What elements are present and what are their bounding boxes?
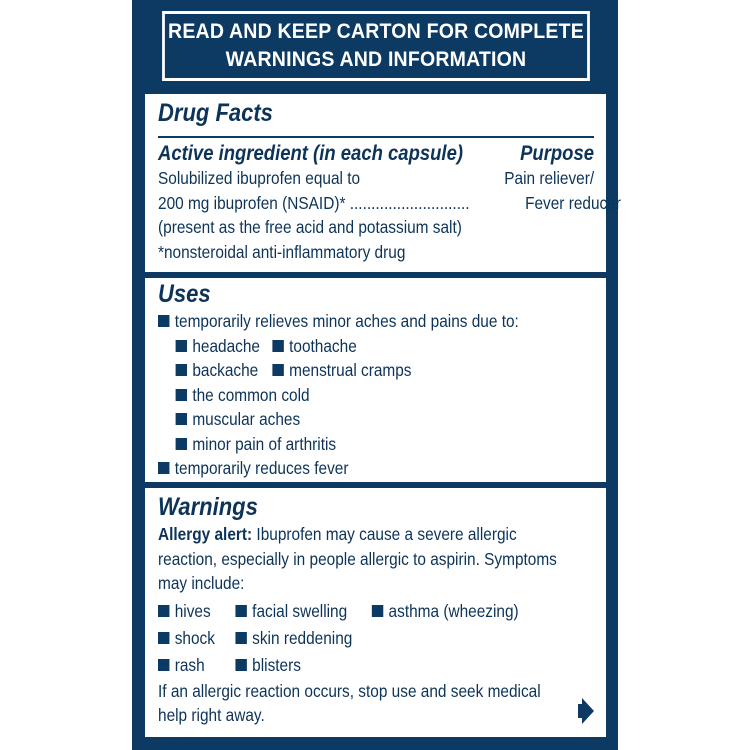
symptom-item: asthma (wheezing) — [388, 600, 519, 621]
allergy-alert-label: Allergy alert: — [158, 524, 253, 544]
drug-facts-panel — [132, 0, 621, 750]
allergy-alert-line: reaction, especially in people allergic to aspirin. Symptoms — [158, 548, 557, 569]
square-bullet-icon — [176, 389, 187, 401]
allergy-alert-line — [158, 522, 542, 547]
uses-intro-text: temporarily relieves minor aches and pains due to: — [174, 311, 519, 331]
ingredient-line — [158, 191, 621, 216]
uses-subitem: menstrual cramps — [289, 360, 412, 380]
continue-arrow-icon — [582, 698, 594, 724]
drug-facts-section — [145, 94, 621, 272]
ingredient-note: (present as the free acid and potassium salt) — [158, 217, 462, 237]
ingredient-line — [158, 166, 594, 191]
uses-subitem-row — [158, 358, 542, 383]
square-bullet-icon — [158, 315, 169, 327]
uses-subitem: the common cold — [192, 384, 310, 405]
uses-subitem: headache — [192, 335, 260, 356]
symptom-row — [158, 652, 542, 679]
square-bullet-icon — [272, 340, 283, 352]
uses-subitem: minor pain of arthritis — [192, 433, 337, 454]
square-bullet-icon — [235, 605, 246, 617]
uses-section — [145, 278, 606, 482]
square-bullet-icon — [158, 462, 169, 474]
square-bullet-icon — [176, 364, 187, 376]
symptom-item: shock — [174, 627, 215, 648]
purpose-text: Fever reducer — [525, 192, 621, 213]
square-bullet-icon — [176, 438, 187, 450]
symptom-item: skin reddening — [252, 627, 353, 648]
square-bullet-icon — [176, 413, 187, 425]
uses-subitem: muscular aches — [192, 409, 301, 429]
symptom-item: rash — [174, 654, 205, 675]
symptom-row — [158, 625, 542, 652]
active-ingredient-header-row — [158, 142, 594, 166]
symptom-row — [158, 598, 542, 625]
closing-line: help right away. — [158, 705, 265, 725]
uses-fever-text: temporarily reduces fever — [174, 458, 349, 478]
carton-notice-line-1: READ AND KEEP CARTON FOR COMPLETE — [168, 20, 584, 43]
symptom-item: blisters — [252, 654, 301, 675]
purpose-text: Pain reliever/ — [504, 168, 594, 188]
ingredient-text: 200 mg ibuprofen (NSAID)* ............................ — [158, 192, 470, 213]
nsaid-footnote: *nonsteroidal anti-inflammatory drug — [158, 241, 406, 262]
allergy-alert-text: Ibuprofen may cause a severe allergic — [252, 524, 517, 544]
square-bullet-icon — [158, 632, 169, 644]
carton-notice-line-2: WARNINGS AND INFORMATION — [225, 48, 527, 71]
warnings-title: Warnings — [158, 493, 258, 521]
symptom-item: facial swelling — [252, 600, 348, 621]
square-bullet-icon — [235, 632, 246, 644]
uses-subitem-row — [158, 407, 542, 432]
symptom-item: hives — [174, 600, 211, 621]
closing-line: If an allergic reaction occurs, stop use and seek medical — [158, 680, 541, 701]
square-bullet-icon — [158, 605, 169, 617]
drug-facts-title: Drug Facts — [158, 99, 273, 127]
uses-item — [158, 309, 542, 334]
uses-subitem-row — [158, 432, 542, 457]
ingredient-text: Solubilized ibuprofen equal to — [158, 168, 361, 188]
divider — [158, 136, 594, 138]
square-bullet-icon — [158, 659, 169, 671]
square-bullet-icon — [272, 364, 283, 376]
carton-notice-banner — [162, 11, 590, 81]
uses-title: Uses — [158, 280, 211, 308]
allergy-alert-line: may include: — [158, 573, 245, 593]
uses-subitem-row — [158, 334, 542, 359]
active-ingredient-heading: Active ingredient (in each capsule) — [158, 142, 464, 165]
uses-item — [158, 456, 542, 481]
uses-subitem: toothache — [289, 335, 357, 356]
square-bullet-icon — [372, 605, 383, 617]
warnings-section — [145, 488, 606, 737]
uses-subitem: backache — [192, 360, 259, 380]
square-bullet-icon — [176, 340, 187, 352]
uses-subitem-row — [158, 383, 542, 408]
purpose-heading: Purpose — [520, 142, 594, 165]
square-bullet-icon — [235, 659, 246, 671]
